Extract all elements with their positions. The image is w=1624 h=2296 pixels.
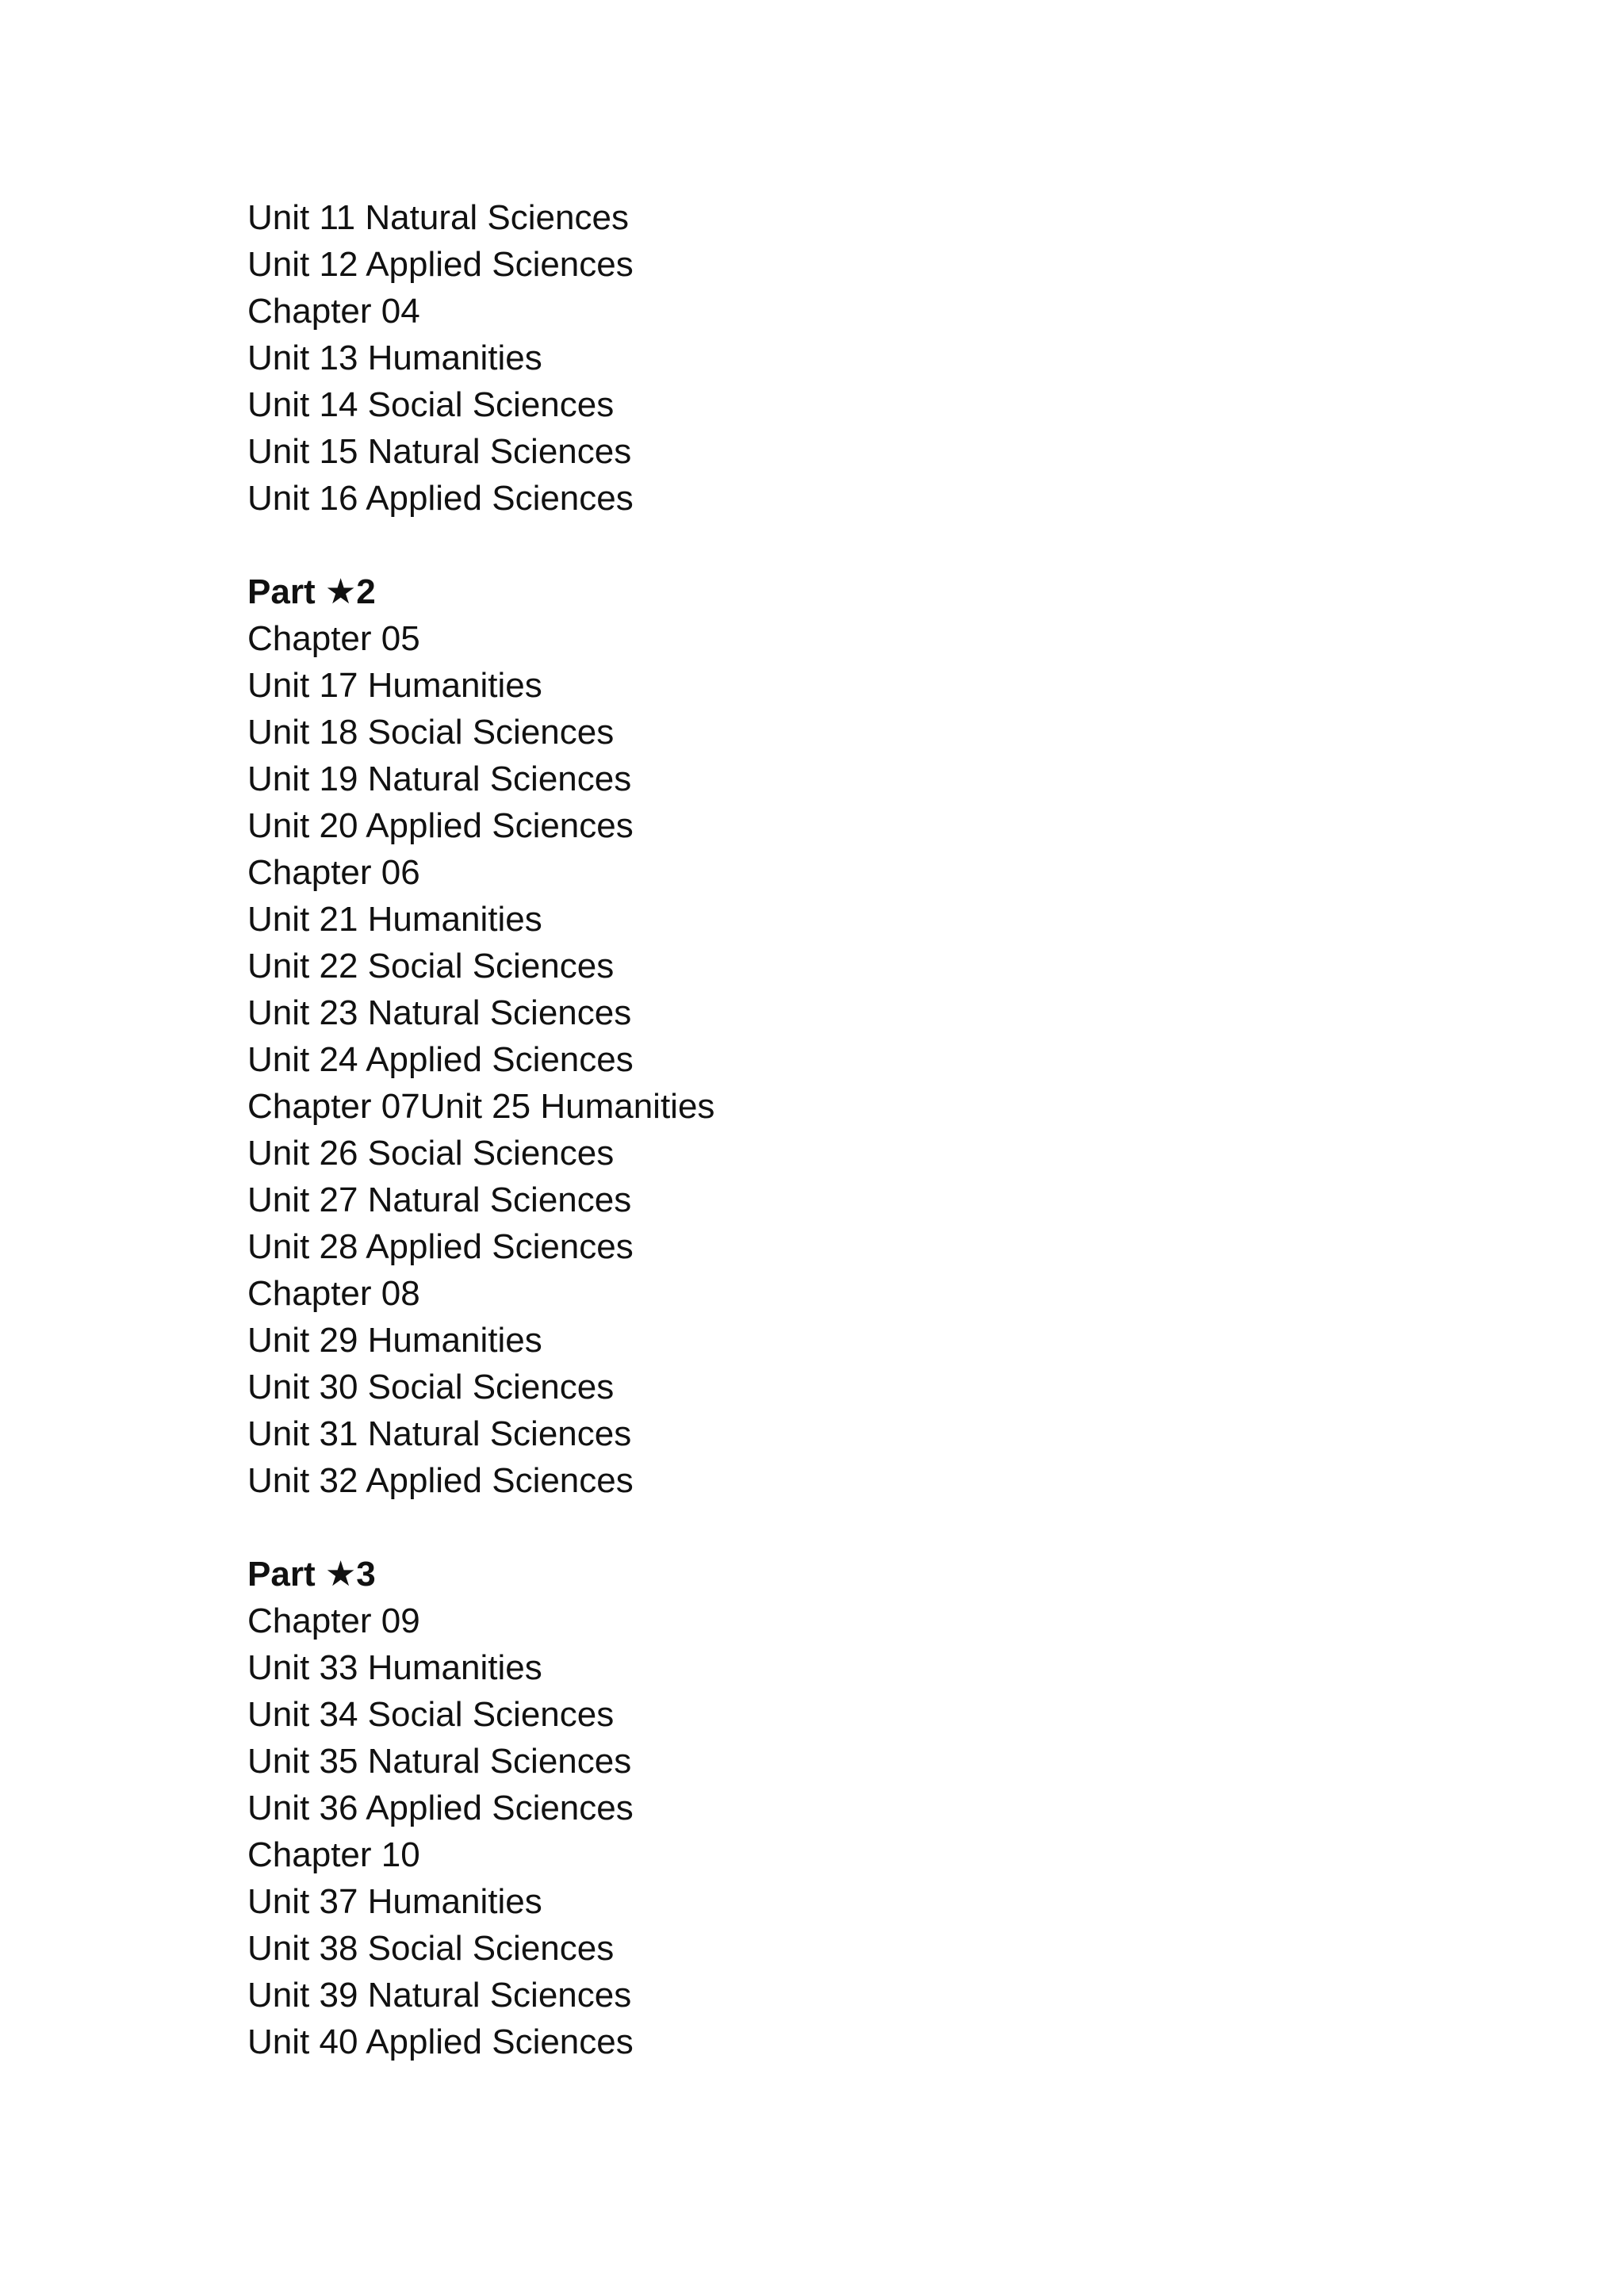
unit-entry: Unit 29 Humanities [247,1321,542,1360]
part-heading: Part ★2 [247,572,376,611]
unit-entry: Unit 23 Natural Sciences [247,993,632,1032]
unit-entry: Unit 31 Natural Sciences [247,1414,632,1453]
unit-entry: Unit 27 Natural Sciences [247,1181,632,1219]
unit-entry: Unit 33 Humanities [247,1648,542,1687]
unit-entry: Unit 13 Humanities [247,339,542,377]
chapter-heading: Chapter 05 [247,619,420,658]
unit-entry: Unit 22 Social Sciences [247,947,615,985]
unit-entry: Unit 24 Applied Sciences [247,1040,634,1079]
unit-entry: Unit 26 Social Sciences [247,1134,615,1173]
unit-entry: Unit 34 Social Sciences [247,1695,615,1734]
unit-entry: Unit 11 Natural Sciences [247,198,629,237]
unit-entry: Unit 30 Social Sciences [247,1368,615,1406]
part-heading: Part ★3 [247,1555,376,1594]
unit-entry: Unit 40 Applied Sciences [247,2022,634,2061]
unit-entry: Unit 17 Humanities [247,666,542,705]
unit-entry: Unit 32 Applied Sciences [247,1461,634,1500]
unit-entry: Unit 35 Natural Sciences [247,1742,632,1781]
chapter-heading: Chapter 09 [247,1601,420,1640]
section-spacer [247,1504,1516,1551]
unit-entry: Unit 28 Applied Sciences [247,1227,634,1266]
unit-entry: Unit 12 Applied Sciences [247,245,634,284]
unit-entry: Unit 18 Social Sciences [247,713,615,752]
chapter-heading: Chapter 04 [247,292,420,331]
unit-entry: Unit 36 Applied Sciences [247,1789,634,1827]
unit-entry: Unit 15 Natural Sciences [247,432,632,471]
chapter-heading: Chapter 08 [247,1274,420,1313]
unit-entry: Unit 14 Social Sciences [247,385,615,424]
unit-entry: Unit 16 Applied Sciences [247,479,634,518]
document-page [247,194,1516,2065]
unit-entry: Unit 20 Applied Sciences [247,806,634,845]
chapter-heading: Chapter 10 [247,1835,420,1874]
unit-entry: Unit 38 Social Sciences [247,1929,615,1968]
chapter-heading: Chapter 07Unit 25 Humanities [247,1087,715,1126]
unit-entry: Unit 19 Natural Sciences [247,760,632,798]
unit-entry: Unit 39 Natural Sciences [247,1976,632,2015]
unit-entry: Unit 21 Humanities [247,900,542,939]
chapter-heading: Chapter 06 [247,853,420,892]
unit-entry: Unit 37 Humanities [247,1882,542,1921]
section-spacer [247,522,1516,568]
